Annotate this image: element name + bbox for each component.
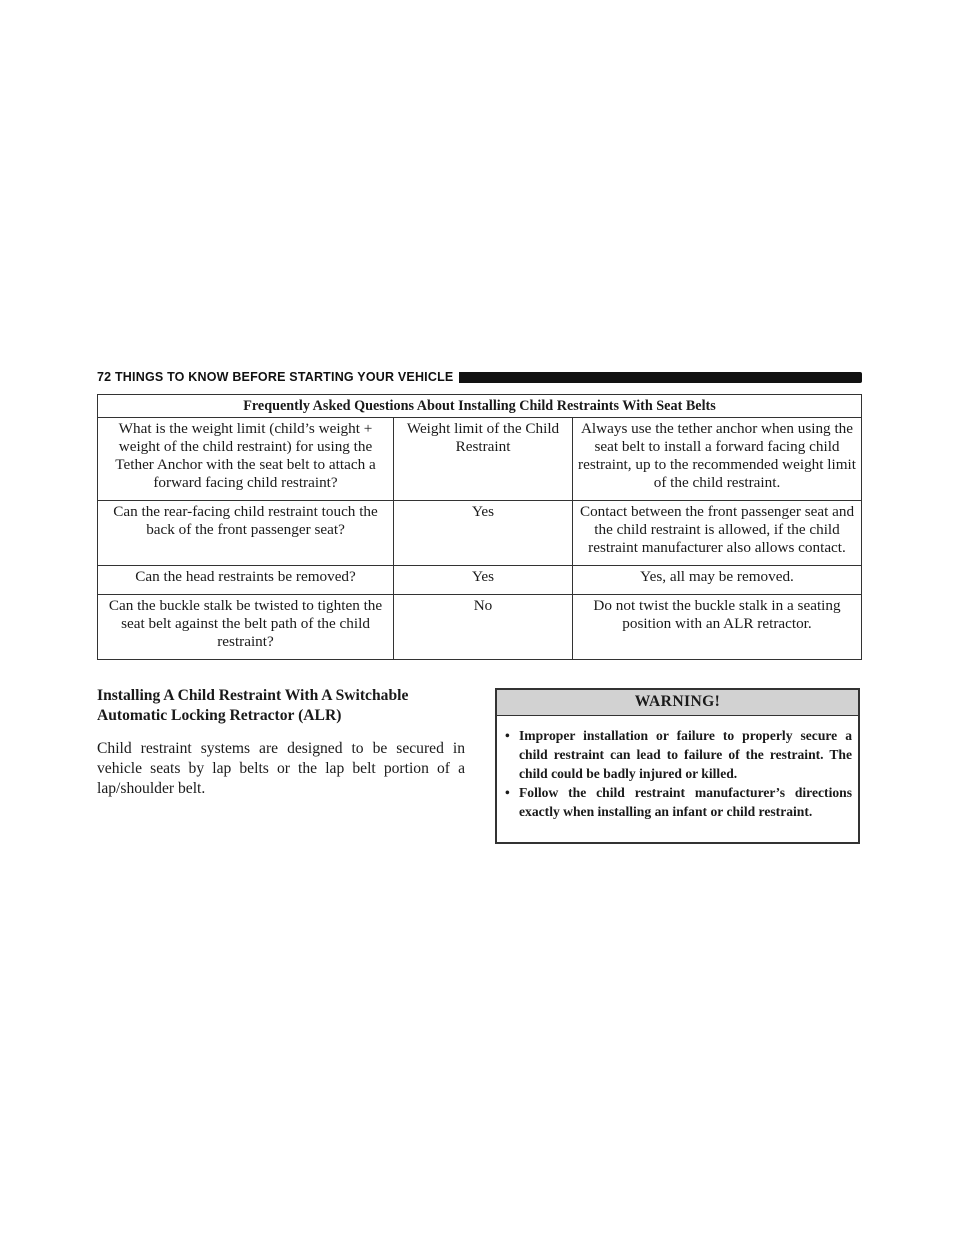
warning-title: WARNING! (497, 690, 858, 716)
warning-list (497, 716, 858, 821)
warning-item (505, 726, 852, 783)
question-cell: What is the weight limit (child’s weight + weight of the child restraint) for using the Tether Anchor with the seat belt to attach a forward facing child restraint? (98, 418, 394, 501)
question-cell: Can the rear-facing child restraint touch the back of the front passenger seat? (98, 501, 394, 566)
detail-cell: Always use the tether anchor when using the seat belt to install a forward facing child restraint, up to the recommended weight limit of the child restraint. (573, 418, 862, 501)
answer-cell: Weight limit of the Child Restraint (394, 418, 573, 501)
page-header (97, 369, 862, 385)
table-row (98, 501, 862, 566)
bullet-icon: • (505, 728, 510, 743)
faq-table (97, 394, 862, 660)
warning-box (495, 688, 860, 844)
alr-section (97, 686, 465, 799)
section-body: Child restraint systems are designed to be secured in vehicle seats by lap belts or the lap belt portion of a lap/shoulder belt. (97, 740, 465, 797)
table-row (98, 595, 862, 660)
header-rule (459, 372, 862, 383)
detail-cell: Contact between the front passenger seat and the child restraint is allowed, if the child restraint manufacturer also allows contact. (573, 501, 862, 566)
table-title-row (98, 395, 862, 418)
table-row (98, 418, 862, 501)
question-cell: Can the head restraints be removed? (98, 566, 394, 595)
warning-item (505, 783, 852, 821)
answer-cell: Yes (394, 566, 573, 595)
warning-item-text: Improper installation or failure to properly secure a child restraint can lead to failure of the restraint. The child could be badly injured or killed. (519, 728, 852, 781)
bullet-icon: • (505, 785, 510, 800)
page-label: 72 THINGS TO KNOW BEFORE STARTING YOUR VEHICLE (97, 370, 454, 384)
detail-cell: Yes, all may be removed. (573, 566, 862, 595)
answer-cell: No (394, 595, 573, 660)
table-row (98, 566, 862, 595)
answer-cell: Yes (394, 501, 573, 566)
section-heading: Installing A Child Restraint With A Switchable Automatic Locking Retractor (ALR) (97, 687, 409, 724)
table-title: Frequently Asked Questions About Installing Child Restraints With Seat Belts (98, 395, 862, 418)
question-cell: Can the buckle stalk be twisted to tighten the seat belt against the belt path of the child restraint? (98, 595, 394, 660)
warning-item-text: Follow the child restraint manufacturer’s directions exactly when installing an infant or child restraint. (519, 785, 852, 819)
detail-cell: Do not twist the buckle stalk in a seating position with an ALR retractor. (573, 595, 862, 660)
